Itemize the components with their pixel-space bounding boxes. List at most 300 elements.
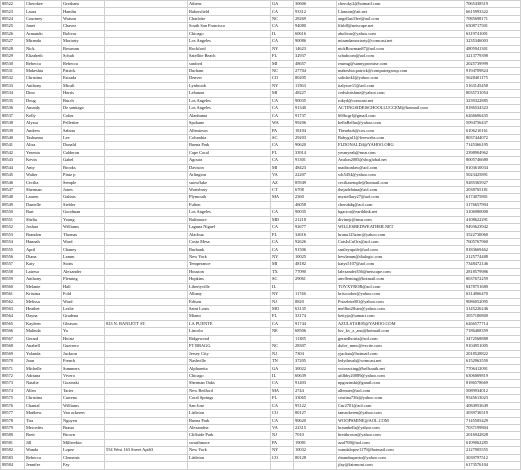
cell-email[interactable]: dulce_mmc@excite.com: [337, 343, 465, 350]
cell-zip[interactable]: 18104: [294, 127, 337, 134]
cell-email[interactable]: thejadelaina@aol.com: [337, 186, 465, 193]
cell-address[interactable]: [105, 432, 188, 439]
cell-first-name[interactable]: Yesenia: [25, 149, 62, 156]
cell-phone[interactable]: 3472568888: [465, 335, 521, 342]
cell-city[interactable]: Albany: [188, 291, 271, 298]
cell-city[interactable]: Satellite Beach: [188, 53, 271, 60]
cell-phone[interactable]: 7348472146: [465, 261, 521, 268]
cell-address[interactable]: [105, 454, 188, 461]
cell-address[interactable]: [105, 53, 188, 60]
cell-address[interactable]: [105, 372, 188, 379]
cell-record-id[interactable]: 88557: [1, 261, 25, 268]
cell-last-name[interactable]: Tarter: [62, 387, 105, 394]
cell-record-id[interactable]: 88549: [1, 201, 25, 208]
cell-last-name[interactable]: Thomas: [62, 231, 105, 238]
cell-phone[interactable]: 6266577714: [465, 320, 521, 327]
cell-first-name[interactable]: Shelia: [25, 216, 62, 223]
cell-email[interactable]: kriscooker@yahoo.com: [337, 291, 465, 298]
table-row[interactable]: [1, 201, 521, 208]
cell-email[interactable]: jfay@fairmont.com: [337, 462, 465, 469]
table-row[interactable]: [1, 82, 521, 89]
cell-last-name[interactable]: Bolivar: [62, 30, 105, 37]
table-row[interactable]: [1, 462, 521, 469]
cell-email[interactable]: tamackeren@yahoo.com: [337, 410, 465, 417]
table-row[interactable]: [1, 120, 521, 127]
cell-state[interactable]: CT: [271, 186, 294, 193]
cell-city[interactable]: Lincoln: [188, 328, 271, 335]
cell-email[interactable]: brettbrown@yahoo.com: [337, 432, 465, 439]
cell-last-name[interactable]: Stotts: [62, 261, 105, 268]
cell-city[interactable]: Chicago: [188, 30, 271, 37]
cell-address[interactable]: [105, 231, 188, 238]
cell-record-id[interactable]: 88532: [1, 75, 25, 82]
cell-zip[interactable]: 92677: [294, 224, 337, 231]
cell-first-name[interactable]: Rebecca: [25, 60, 62, 67]
cell-state[interactable]: MD: [271, 216, 294, 223]
cell-record-id[interactable]: 88552: [1, 224, 25, 231]
cell-state[interactable]: [271, 462, 294, 469]
cell-city[interactable]: Hopkins: [188, 276, 271, 283]
cell-email[interactable]: lalexander356@netscape.com: [337, 268, 465, 275]
cell-city[interactable]: Agoura: [188, 157, 271, 164]
table-row[interactable]: [1, 246, 521, 253]
cell-record-id[interactable]: 88566: [1, 328, 25, 335]
cell-zip[interactable]: 48657: [294, 60, 337, 67]
cell-city[interactable]: Alachua: [188, 231, 271, 238]
cell-phone[interactable]: 7605767960: [465, 239, 521, 246]
table-row[interactable]: [1, 75, 521, 82]
cell-first-name[interactable]: Kelly: [25, 112, 62, 119]
cell-state[interactable]: NC: [271, 343, 294, 350]
cell-last-name[interactable]: Moriarty: [62, 38, 105, 45]
cell-first-name[interactable]: Brett: [25, 432, 62, 439]
cell-zip[interactable]: 93312: [294, 8, 337, 15]
table-row[interactable]: [1, 372, 521, 379]
cell-email[interactable]: wandalopez1179@hotmail.com: [337, 447, 465, 454]
cell-email[interactable]: Cnr2701@aol.com: [337, 402, 465, 409]
cell-record-id[interactable]: 88548: [1, 194, 25, 201]
cell-phone[interactable]: 6106210161: [465, 127, 521, 134]
cell-last-name[interactable]: Gabel: [62, 157, 105, 164]
cell-city[interactable]: Buena Park: [188, 142, 271, 149]
cell-record-id[interactable]: 88529: [1, 53, 25, 60]
cell-state[interactable]: CA: [271, 402, 294, 409]
cell-zip[interactable]: 60639: [294, 372, 337, 379]
cell-address[interactable]: [105, 164, 188, 171]
cell-first-name[interactable]: Hannah: [25, 239, 62, 246]
cell-state[interactable]: CA: [271, 23, 294, 30]
cell-address[interactable]: [105, 82, 188, 89]
cell-first-name[interactable]: Melanie: [25, 283, 62, 290]
cell-last-name[interactable]: Williams: [62, 224, 105, 231]
cell-first-name[interactable]: Sherman: [25, 186, 62, 193]
cell-zip[interactable]: 33174: [294, 313, 337, 320]
table-row[interactable]: [1, 283, 521, 290]
cell-state[interactable]: GA: [271, 1, 294, 8]
cell-zip[interactable]: 11563: [294, 82, 337, 89]
cell-phone[interactable]: 3213779398: [465, 53, 521, 60]
cell-email[interactable]: luv_kv_z_ano@hotmail.com: [337, 328, 465, 335]
cell-email[interactable]: Prizzlein001@yahoo.com: [337, 298, 465, 305]
cell-state[interactable]: CA: [271, 417, 294, 424]
cell-record-id[interactable]: 88541: [1, 142, 25, 149]
cell-first-name[interactable]: Kevin: [25, 157, 62, 164]
cell-address[interactable]: [105, 424, 188, 431]
cell-state[interactable]: NJ: [271, 350, 294, 357]
cell-address[interactable]: [105, 387, 188, 394]
cell-zip[interactable]: 85949: [294, 179, 337, 186]
cell-last-name[interactable]: Guerrero: [62, 343, 105, 350]
cell-address[interactable]: [105, 30, 188, 37]
cell-zip[interactable]: 28269: [294, 15, 337, 22]
cell-city[interactable]: Athens: [188, 1, 271, 8]
table-row[interactable]: [1, 8, 521, 15]
cell-email[interactable]: katys5107@aol.com: [337, 261, 465, 268]
cell-address[interactable]: [105, 67, 188, 74]
cell-record-id[interactable]: 88561: [1, 291, 25, 298]
cell-first-name[interactable]: Joshua: [25, 224, 62, 231]
cell-email[interactable]: rbrandsuperto@yahoo.com: [337, 454, 465, 461]
cell-last-name[interactable]: Fay: [62, 462, 105, 469]
cell-record-id[interactable]: 88543: [1, 157, 25, 164]
cell-last-name[interactable]: Grudena: [62, 313, 105, 320]
cell-email[interactable]: yesmyeah@msn.com: [337, 149, 465, 156]
cell-email[interactable]: voiceacting@bellsouth.net: [337, 365, 465, 372]
cell-email[interactable]: cherubdq@aol.com: [337, 201, 465, 208]
cell-record-id[interactable]: 88572: [1, 372, 25, 379]
table-row[interactable]: [1, 395, 521, 402]
cell-zip[interactable]: 91301: [294, 157, 337, 164]
cell-last-name[interactable]: Brooks: [62, 164, 105, 171]
table-row[interactable]: [1, 134, 521, 141]
table-row[interactable]: [1, 97, 521, 104]
cell-state[interactable]: FL: [271, 149, 294, 156]
cell-last-name[interactable]: Fleming: [62, 276, 105, 283]
cell-state[interactable]: MO: [271, 305, 294, 312]
cell-last-name[interactable]: Lee: [62, 134, 105, 141]
cell-state[interactable]: FL: [271, 313, 294, 320]
cell-first-name[interactable]: Cherokee: [25, 1, 62, 8]
cell-phone[interactable]: 6306069819: [465, 372, 521, 379]
cell-address[interactable]: [105, 97, 188, 104]
cell-last-name[interactable]: Siebler: [62, 201, 105, 208]
cell-last-name[interactable]: Gresham: [62, 1, 105, 8]
cell-phone[interactable]: 8478751680: [465, 283, 521, 290]
cell-address[interactable]: [105, 186, 188, 193]
cell-record-id[interactable]: 88527: [1, 38, 25, 45]
cell-city[interactable]: Temperance: [188, 261, 271, 268]
cell-address[interactable]: [105, 283, 188, 290]
cell-city[interactable]: Littleton: [188, 410, 271, 417]
cell-city[interactable]: Los Angeles: [188, 38, 271, 45]
cell-state[interactable]: NC: [271, 15, 294, 22]
cell-first-name[interactable]: Armando: [25, 30, 62, 37]
cell-last-name[interactable]: Coker: [62, 112, 105, 119]
cell-email[interactable]: rmrmg@sunnypromise.com: [337, 60, 465, 67]
cell-last-name[interactable]: Brown: [62, 432, 105, 439]
cell-first-name[interactable]: Michelle: [25, 365, 62, 372]
cell-phone[interactable]: 8183669462: [465, 246, 521, 253]
table-row[interactable]: [1, 23, 521, 30]
cell-zip[interactable]: 90035: [294, 97, 337, 104]
cell-address[interactable]: [105, 253, 188, 260]
cell-last-name[interactable]: Pintz jr: [62, 172, 105, 179]
cell-zip[interactable]: 32937: [294, 53, 337, 60]
cell-last-name[interactable]: Gleason: [62, 320, 105, 327]
cell-address[interactable]: [105, 410, 188, 417]
cell-email[interactable]: allenuer@aol.com: [337, 387, 465, 394]
cell-city[interactable]: Cliffside Park: [188, 432, 271, 439]
cell-record-id[interactable]: 88544: [1, 164, 25, 171]
cell-zip[interactable]: 90620: [294, 417, 337, 424]
cell-state[interactable]: CO: [271, 410, 294, 417]
cell-city[interactable]: snowflake: [188, 179, 271, 186]
cell-record-id[interactable]: 88581: [1, 439, 25, 446]
cell-city[interactable]: Alexandria: [188, 424, 271, 431]
cell-city[interactable]: Laguna Niguel: [188, 224, 271, 231]
cell-record-id[interactable]: 88564: [1, 313, 25, 320]
cell-phone[interactable]: 7145505429: [465, 417, 521, 424]
cell-record-id[interactable]: 88576: [1, 402, 25, 409]
cell-state[interactable]: NY: [271, 253, 294, 260]
cell-state[interactable]: CA: [271, 209, 294, 216]
cell-last-name[interactable]: Calderon: [62, 149, 105, 156]
cell-state[interactable]: CA: [271, 320, 294, 327]
cell-email[interactable]: wlt5454@yahoo.com: [337, 172, 465, 179]
cell-city[interactable]: Chicago: [188, 372, 271, 379]
cell-city[interactable]: Allentown: [188, 127, 271, 134]
cell-last-name[interactable]: Jackson: [62, 350, 105, 357]
cell-state[interactable]: SC: [271, 276, 294, 283]
cell-phone[interactable]: 3522730060: [465, 231, 521, 238]
cell-zip[interactable]: 11385: [294, 335, 337, 342]
cell-record-id[interactable]: 88578: [1, 417, 25, 424]
cell-email[interactable]: anvfleming@hotmail.com: [337, 276, 465, 283]
cell-state[interactable]: FL: [271, 395, 294, 402]
table-row[interactable]: [1, 67, 521, 74]
cell-address[interactable]: [105, 1, 188, 8]
cell-email[interactable]: divinejr@msn.com: [337, 216, 465, 223]
cell-record-id[interactable]: 88547: [1, 186, 25, 193]
table-row[interactable]: [1, 454, 521, 461]
cell-email[interactable]: bruna123zinc@yahoo.com: [337, 231, 465, 238]
cell-last-name[interactable]: Pellettier: [62, 120, 105, 127]
cell-city[interactable]: Jersey City: [188, 350, 271, 357]
cell-email[interactable]: TOYXYROR@aol.com: [337, 283, 465, 290]
cell-address[interactable]: [105, 105, 188, 112]
cell-email[interactable]: azal708@aol.com: [337, 439, 465, 446]
table-row[interactable]: [1, 30, 521, 37]
cell-zip[interactable]: 48423: [294, 164, 337, 171]
cell-city[interactable]: Houston: [188, 268, 271, 275]
table-row[interactable]: [1, 253, 521, 260]
cell-city[interactable]: Ridgewood: [188, 335, 271, 342]
cell-address[interactable]: [105, 216, 188, 223]
table-row[interactable]: [1, 112, 521, 119]
cell-record-id[interactable]: 88533: [1, 82, 25, 89]
cell-state[interactable]: MI: [271, 60, 294, 67]
cell-first-name[interactable]: Matthew: [25, 410, 62, 417]
cell-record-id[interactable]: 88580: [1, 432, 25, 439]
table-row[interactable]: [1, 424, 521, 431]
cell-last-name[interactable]: Chaney: [62, 246, 105, 253]
cell-state[interactable]: IL: [271, 283, 294, 290]
cell-first-name[interactable]: Malinda: [25, 328, 62, 335]
cell-last-name[interactable]: Vivero: [62, 372, 105, 379]
cell-state[interactable]: WA: [271, 120, 294, 127]
cell-phone[interactable]: 3145226246: [465, 305, 521, 312]
cell-city[interactable]: New York: [188, 253, 271, 260]
cell-address[interactable]: [105, 343, 188, 350]
cell-state[interactable]: CA: [271, 157, 294, 164]
cell-state[interactable]: TN: [271, 358, 294, 365]
cell-city[interactable]: South San Francisco: [188, 23, 271, 30]
cell-record-id[interactable]: 88575: [1, 395, 25, 402]
cell-first-name[interactable]: Allen: [25, 387, 62, 394]
cell-state[interactable]: [271, 335, 294, 342]
cell-first-name[interactable]: Danielle: [25, 201, 62, 208]
cell-phone[interactable]: 4805941301: [465, 45, 521, 52]
cell-record-id[interactable]: 88553: [1, 231, 25, 238]
cell-first-name[interactable]: Mercedes: [25, 424, 62, 431]
cell-address[interactable]: [105, 75, 188, 82]
cell-record-id[interactable]: 88573: [1, 380, 25, 387]
cell-city[interactable]: [188, 462, 271, 469]
cell-zip[interactable]: 11746: [294, 291, 337, 298]
cell-state[interactable]: CA: [271, 246, 294, 253]
cell-email[interactable]: bettyjo@samart.com: [337, 313, 465, 320]
cell-first-name[interactable]: Wanda: [25, 447, 62, 454]
cell-phone[interactable]: 8186534323: [465, 105, 521, 112]
cell-email[interactable]: WOOPSMINE@AOL.COM: [337, 417, 465, 424]
cell-phone[interactable]: 7145366195: [465, 142, 521, 149]
cell-email[interactable]: hewlamm@dialogic.com: [337, 253, 465, 260]
cell-record-id[interactable]: 88568: [1, 343, 25, 350]
cell-city[interactable]: Miami: [188, 313, 271, 320]
cell-address[interactable]: [105, 149, 188, 156]
cell-state[interactable]: NY: [271, 45, 294, 52]
cell-phone[interactable]: 7065438519: [465, 1, 521, 8]
cell-zip[interactable]: 91506: [294, 246, 337, 253]
cell-city[interactable]: Burbank: [188, 246, 271, 253]
cell-first-name[interactable]: Walter: [25, 172, 62, 179]
table-row[interactable]: [1, 209, 521, 216]
cell-city[interactable]: Saint Louis: [188, 305, 271, 312]
cell-zip[interactable]: [294, 462, 337, 469]
cell-address[interactable]: [105, 112, 188, 119]
cell-last-name[interactable]: Leslie: [62, 305, 105, 312]
table-row[interactable]: [1, 179, 521, 186]
cell-last-name[interactable]: Gozinski: [62, 380, 105, 387]
cell-address[interactable]: [105, 45, 188, 52]
cell-record-id[interactable]: 88539: [1, 127, 25, 134]
cell-email[interactable]: Llanson@att.net: [337, 8, 465, 15]
table-row[interactable]: [1, 172, 521, 179]
cell-city[interactable]: Littleton: [188, 454, 271, 461]
cell-phone[interactable]: 9104951005: [465, 343, 521, 350]
cell-zip[interactable]: 48182: [294, 261, 337, 268]
table-row[interactable]: [1, 149, 521, 156]
cell-record-id[interactable]: 88550: [1, 209, 25, 216]
cell-email[interactable]: ACTINGSIDEISCHOOLLUCCEM@hotmail.com: [337, 105, 465, 112]
cell-email[interactable]: mirandamoriarty@comcast.net: [337, 38, 465, 45]
table-row[interactable]: [1, 298, 521, 305]
cell-record-id[interactable]: 88524: [1, 15, 25, 22]
cell-zip[interactable]: 80128: [294, 454, 337, 461]
cell-city[interactable]: Costa Mesa: [188, 239, 271, 246]
cell-address[interactable]: [105, 209, 188, 216]
cell-city[interactable]: Los Angeles: [188, 97, 271, 104]
cell-zip[interactable]: [294, 283, 337, 290]
cell-zip[interactable]: 7304: [294, 350, 337, 357]
cell-first-name[interactable]: Doug: [25, 97, 62, 104]
cell-zip[interactable]: 91737: [294, 112, 337, 119]
cell-phone[interactable]: 2038765181: [465, 186, 521, 193]
cell-phone[interactable]: 7706412091: [465, 365, 521, 372]
cell-email[interactable]: makeshia.patrick@computergroup.com: [337, 67, 465, 74]
table-row[interactable]: [1, 380, 521, 387]
cell-city[interactable]: Libertyville: [188, 283, 271, 290]
cell-phone[interactable]: 3235346003: [465, 38, 521, 45]
table-row[interactable]: [1, 268, 521, 275]
cell-city[interactable]: Nashville: [188, 358, 271, 365]
cell-record-id[interactable]: 88556: [1, 253, 25, 260]
cell-state[interactable]: NY: [271, 291, 294, 298]
cell-first-name[interactable]: Gerard: [25, 335, 62, 342]
table-row[interactable]: [1, 402, 521, 409]
cell-email[interactable]: nickBowman87@aol.com: [337, 45, 465, 52]
cell-record-id[interactable]: 88528: [1, 45, 25, 52]
cell-first-name[interactable]: Diana: [25, 253, 62, 260]
cell-record-id[interactable]: 88538: [1, 120, 25, 127]
cell-first-name[interactable]: Cecilia: [25, 179, 62, 186]
cell-city[interactable]: Alpharetta: [188, 365, 271, 372]
table-row[interactable]: [1, 127, 521, 134]
cell-record-id[interactable]: 88567: [1, 335, 25, 342]
cell-first-name[interactable]: Chantal: [25, 402, 62, 409]
cell-zip[interactable]: 21218: [294, 216, 337, 223]
cell-record-id[interactable]: 88525: [1, 23, 25, 30]
cell-phone[interactable]: 3176657994: [465, 201, 521, 208]
table-row[interactable]: [1, 239, 521, 246]
cell-phone[interactable]: 8037672259: [465, 276, 521, 283]
cell-email[interactable]: ceciliasemple@hotmail.com: [337, 179, 465, 186]
cell-address[interactable]: [105, 402, 188, 409]
cell-last-name[interactable]: Chavez: [62, 23, 105, 30]
cell-address[interactable]: [105, 194, 188, 201]
cell-zip[interactable]: 28307: [294, 343, 337, 350]
cell-city[interactable]: Durham: [188, 67, 271, 74]
cell-last-name[interactable]: Nguyen: [62, 417, 105, 424]
cell-address[interactable]: [105, 8, 188, 15]
cell-state[interactable]: FL: [271, 231, 294, 238]
table-row[interactable]: [1, 53, 521, 60]
cell-zip[interactable]: 32616: [294, 231, 337, 238]
cell-city[interactable]: LA PUENTE: [188, 320, 271, 327]
cell-address[interactable]: [105, 439, 188, 446]
cell-first-name[interactable]: Janet: [25, 23, 62, 30]
cell-email[interactable]: angellaa33ee@aol.com: [337, 15, 465, 22]
cell-record-id[interactable]: 88560: [1, 283, 25, 290]
cell-zip[interactable]: 60616: [294, 30, 337, 37]
cell-record-id[interactable]: 88546: [1, 179, 25, 186]
cell-zip[interactable]: 33914: [294, 149, 337, 156]
cell-record-id[interactable]: 88535: [1, 97, 25, 104]
cell-city[interactable]: Denver: [188, 75, 271, 82]
cell-email[interactable]: bgactor@earthlink.net: [337, 209, 465, 216]
cell-phone[interactable]: 8037444072: [465, 134, 521, 141]
cell-email[interactable]: Avalon2005@sbcglobal.net: [337, 157, 465, 164]
